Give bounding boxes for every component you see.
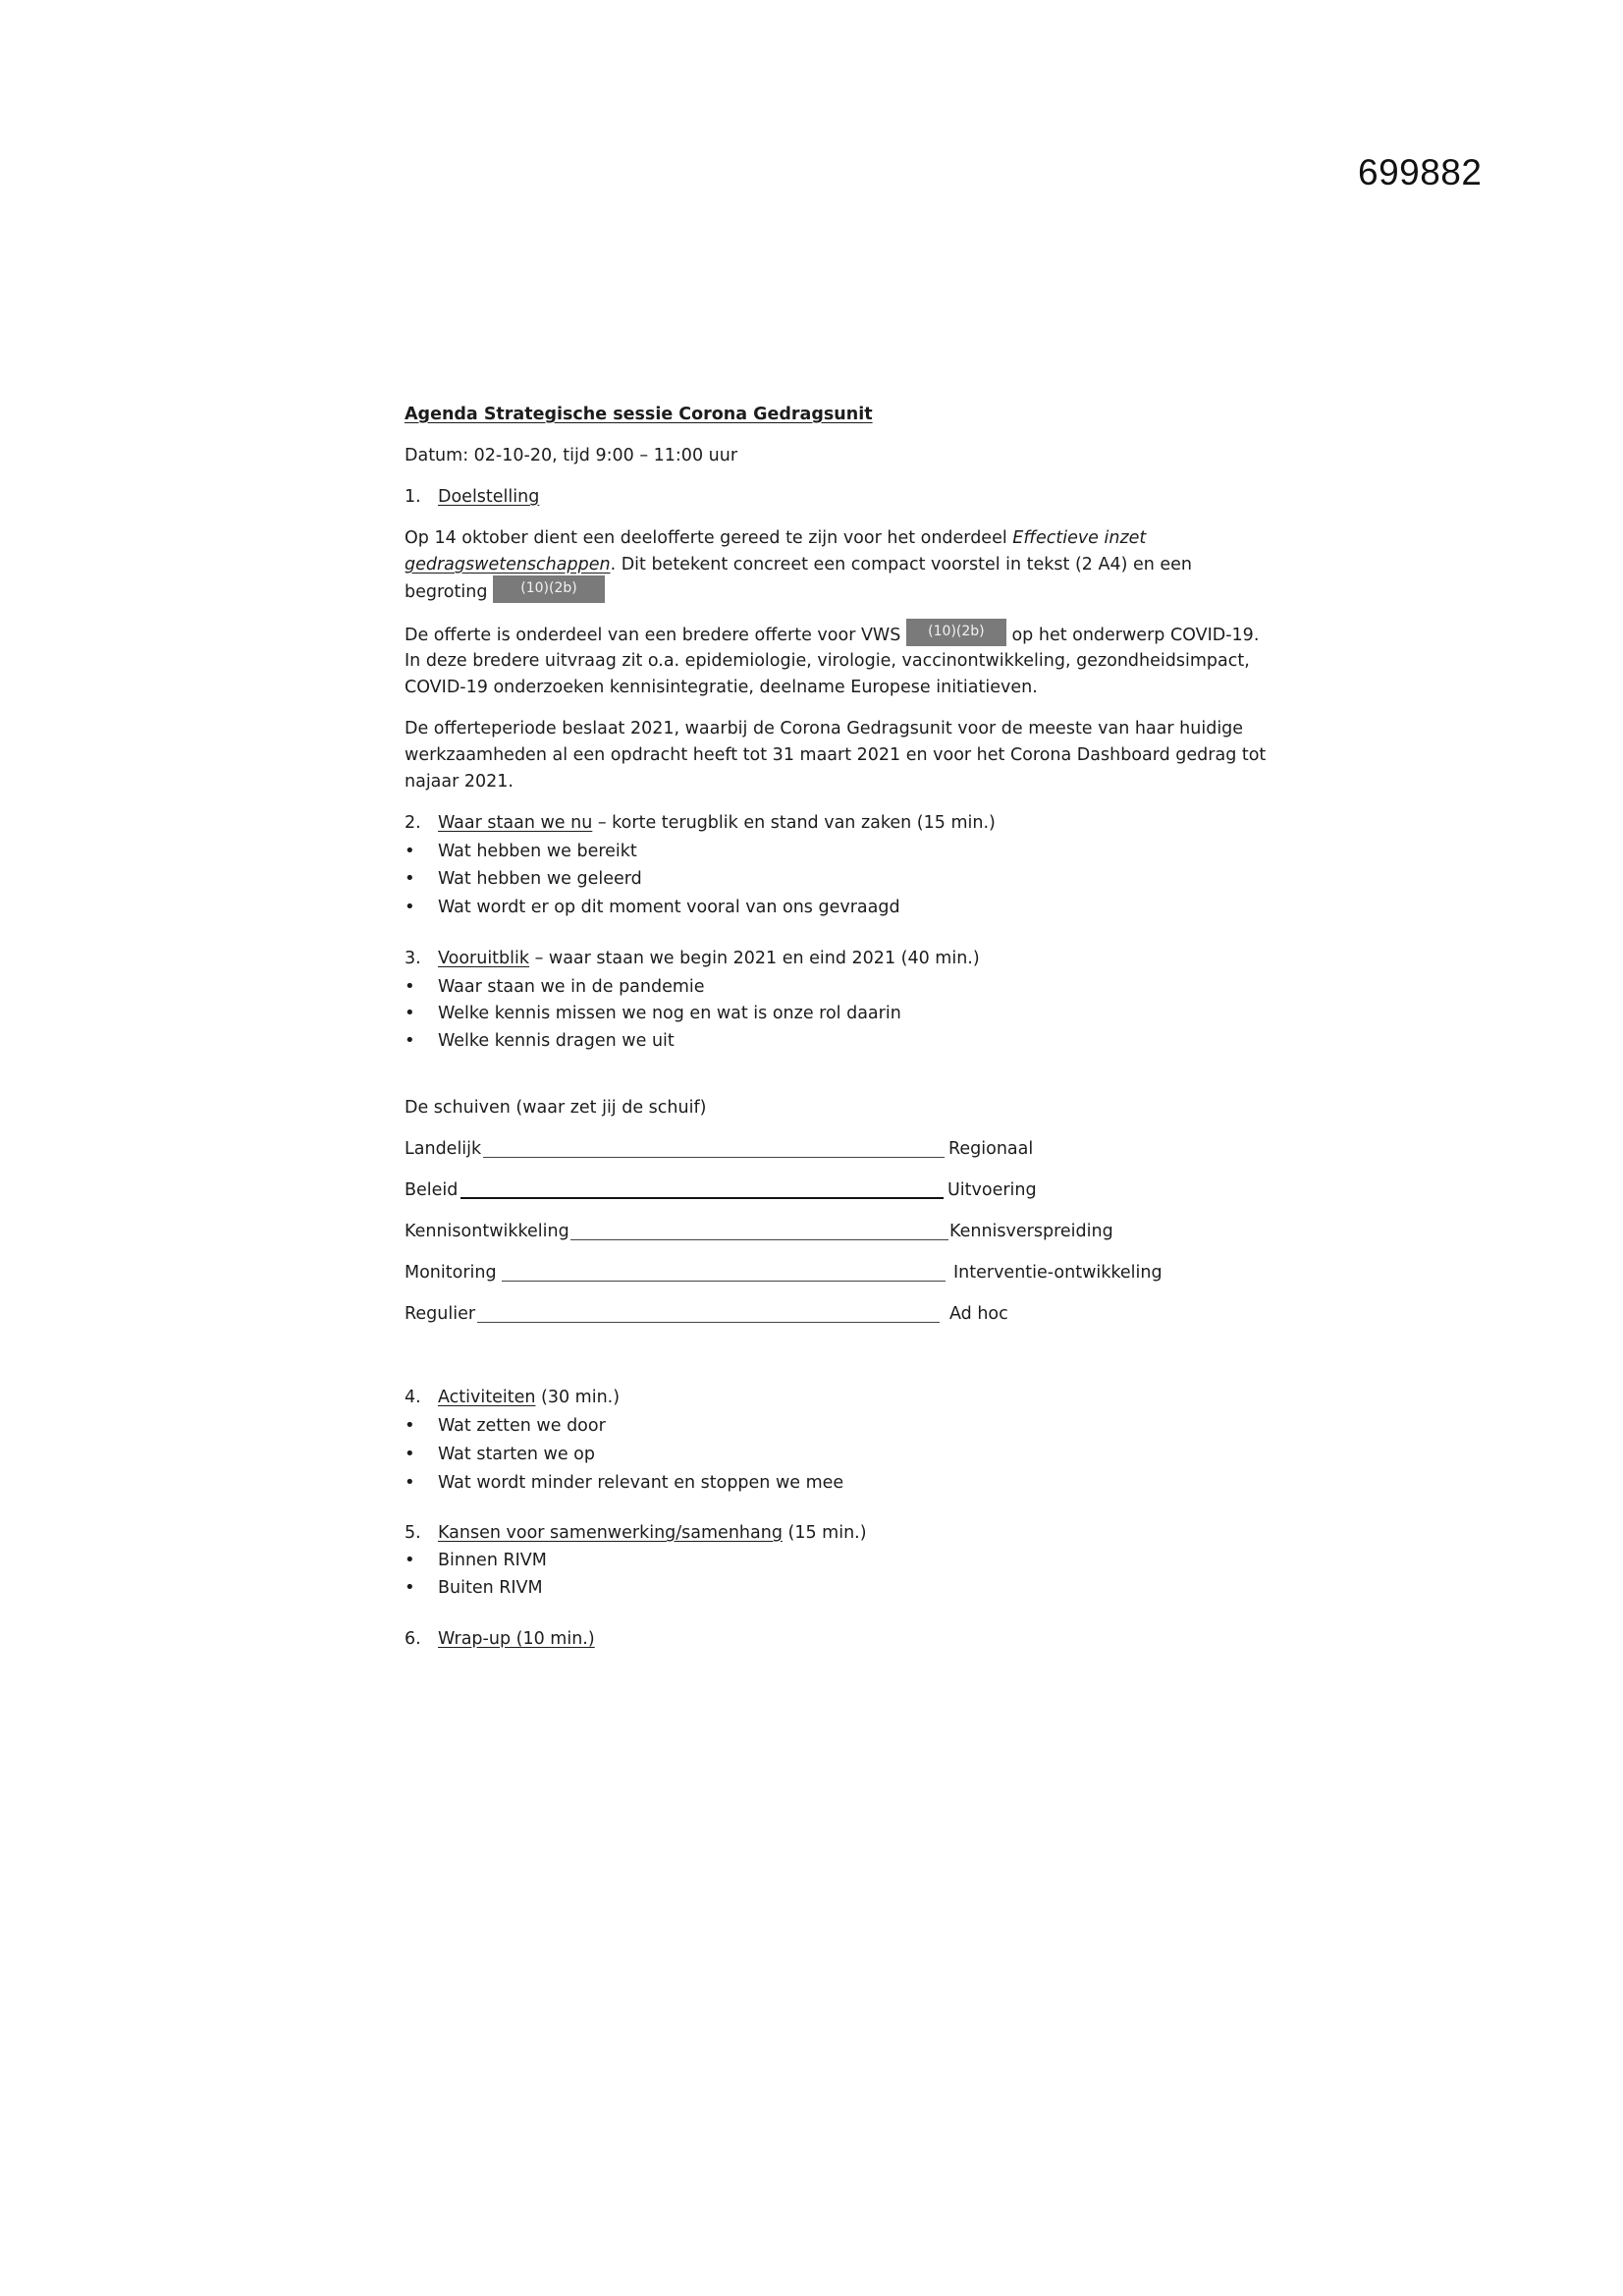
slider-left-label: Beleid [405,1180,459,1200]
list-item [405,1030,675,1051]
slider-beleid-uitvoering [405,1180,1269,1204]
section-title: Vooruitblik [438,949,530,968]
bullet-icon [405,1003,438,1023]
bullet-icon [405,1472,438,1493]
section-subtitle: (15 min.) [782,1523,867,1543]
section-number: 2. [405,813,421,833]
bullet-icon [405,1550,438,1570]
list-item-text: Wat hebben we geleerd [438,869,642,889]
slider-monitoring-interventie [405,1263,1269,1286]
section-title: Waar staan we nu [438,813,593,833]
slider-right-label: Kennisverspreiding [949,1222,1113,1241]
slider-left-label: Landelijk [405,1139,482,1159]
bullet-icon [405,841,438,861]
list-item-text: Welke kennis dragen we uit [438,1031,675,1051]
slider-right-label: Uitvoering [947,1180,1037,1200]
section-6-heading [405,1629,595,1649]
slider-track [570,1239,948,1240]
list-item-text: Binnen RIVM [438,1551,547,1570]
paragraph-line [405,581,605,603]
list-item [405,976,705,997]
slider-track [483,1157,945,1158]
slider-left-label: Regulier [405,1304,476,1324]
text-run: De offerte is onderdeel van een bredere offerte voor VWS [405,626,906,645]
text-run: op het onderwerp COVID-19. [1005,626,1260,645]
redaction-box: (10)(2b) [493,575,605,603]
schuiven-intro: De schuiven (waar zet jij de schuif) [405,1098,707,1118]
italic-text: gedragswetenschappen [405,555,611,574]
section-title: Wrap-up (10 min.) [438,1629,595,1649]
bullet-icon [405,976,438,997]
list-item [405,897,900,917]
slider-right-label: Regionaal [948,1139,1034,1159]
bullet-icon [405,1415,438,1436]
list-item [405,868,642,889]
list-item-text: Wat zetten we door [438,1416,606,1436]
slider-right-label: Ad hoc [949,1304,1008,1324]
paragraph-line: In deze bredere uitvraag zit o.a. epidemiologie, virologie, vaccinontwikkeling, gezondheidsimpact, [405,651,1250,671]
section-2-heading [405,813,996,833]
list-item-text: Welke kennis missen we nog en wat is onze rol daarin [438,1004,901,1023]
bullet-icon [405,868,438,889]
section-number: 1. [405,487,421,507]
slider-track [477,1322,940,1323]
section-number: 6. [405,1629,421,1649]
list-item-text: Wat wordt er op dit moment vooral van ons gevraagd [438,898,900,917]
slider-left-label: Kennisontwikkeling [405,1222,569,1241]
meeting-date: Datum: 02-10-20, tijd 9:00 – 11:00 uur [405,446,738,465]
paragraph-line: COVID-19 onderzoeken kennisintegratie, deelname Europese initiatieven. [405,678,1038,697]
text-run: begroting [405,582,488,602]
section-title: Activiteiten [438,1388,536,1407]
slider-track [502,1281,946,1282]
document-id: 699882 [1358,152,1483,192]
section-1-heading [405,487,539,507]
section-title: Doelstelling [438,487,540,507]
list-item [405,1003,901,1023]
section-subtitle: – korte terugblik en stand van zaken (15 min.) [592,813,996,833]
paragraph-line [405,555,1192,574]
slider-regulier-adhoc [405,1304,1269,1328]
bullet-icon [405,897,438,917]
list-item-text: Buiten RIVM [438,1578,543,1598]
bullet-icon [405,1577,438,1598]
text-run: . Dit betekent concreet een compact voorstel in tekst (2 A4) en een [610,555,1193,574]
section-subtitle: (30 min.) [535,1388,621,1407]
list-item-text: Wat hebben we bereikt [438,842,637,861]
list-item-text: Wat starten we op [438,1445,595,1464]
slider-kennisontwikkeling-kennisverspreiding [405,1222,1269,1245]
list-item [405,1550,547,1570]
paragraph-line [405,528,1146,548]
section-subtitle: – waar staan we begin 2021 en eind 2021 (40 min.) [529,949,980,968]
list-item-text: Wat wordt minder relevant en stoppen we mee [438,1473,844,1493]
redaction-box: (10)(2b) [906,619,1006,646]
list-item [405,1444,595,1464]
section-4-heading [405,1388,620,1407]
section-3-heading [405,949,980,968]
paragraph-line: najaar 2021. [405,772,514,792]
list-item [405,1577,543,1598]
text-run: Op 14 oktober dient een deelofferte gereed te zijn voor het onderdeel [405,528,1013,548]
bullet-icon [405,1444,438,1464]
section-5-heading [405,1523,867,1543]
section-number: 3. [405,949,421,968]
paragraph-line [405,625,1259,646]
paragraph-line: werkzaamheden al een opdracht heeft tot 31 maart 2021 en voor het Corona Dashboard gedrag tot [405,745,1267,765]
list-item [405,1415,606,1436]
list-item [405,841,637,861]
paragraph-line: De offerteperiode beslaat 2021, waarbij de Corona Gedragsunit voor de meeste van haar huidige [405,719,1244,738]
list-item-text: Waar staan we in de pandemie [438,977,705,997]
slider-right-label: Interventie-ontwikkeling [953,1263,1163,1283]
slider-landelijk-regionaal [405,1139,1269,1163]
section-number: 5. [405,1523,421,1543]
section-number: 4. [405,1388,421,1407]
slider-track [460,1197,944,1199]
document-title: Agenda Strategische sessie Corona Gedragsunit [405,405,873,424]
list-item [405,1472,843,1493]
bullet-icon [405,1030,438,1051]
italic-text: Effectieve inzet [1012,528,1147,548]
section-title: Kansen voor samenwerking/samenhang [438,1523,783,1543]
slider-left-label: Monitoring [405,1263,497,1283]
